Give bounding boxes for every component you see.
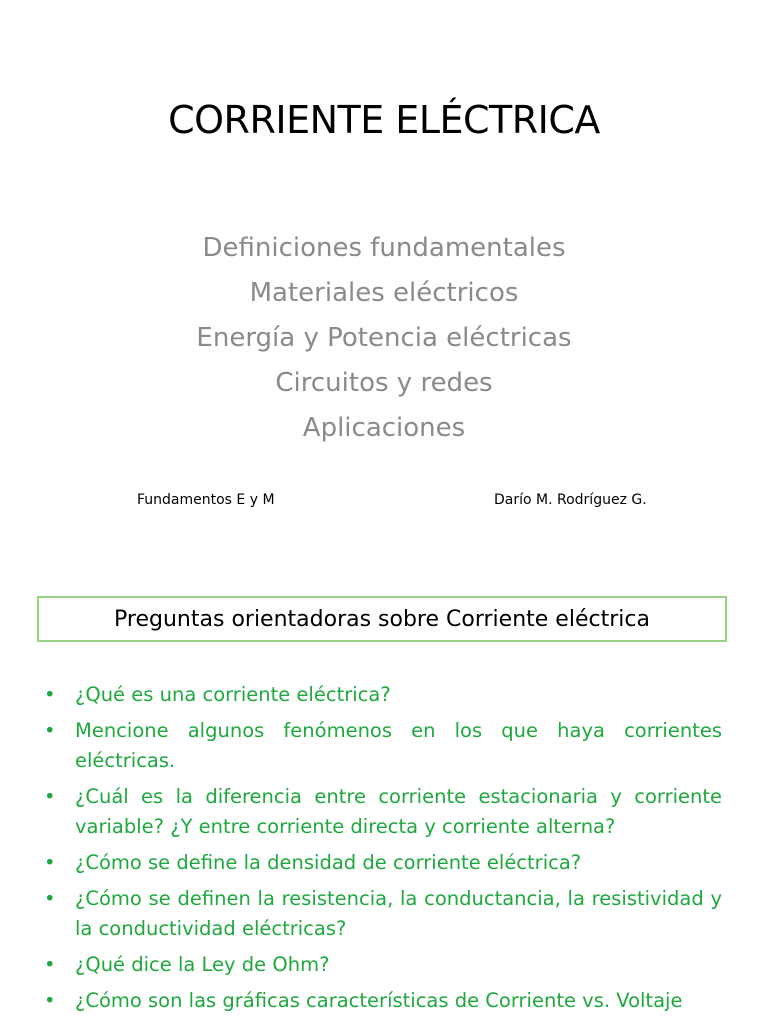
subtitle-line: Energía y Potencia eléctricas bbox=[196, 323, 572, 353]
list-item: • ¿Qué es una corriente eléctrica? bbox=[42, 680, 722, 710]
list-item: • ¿Qué dice la Ley de Ohm? bbox=[42, 950, 722, 980]
list-item: • ¿Cuál es la diferencia entre corriente estacionaria y corriente variable? ¿Y entre corriente directa y corriente alterna? bbox=[42, 782, 722, 842]
subtitle-line: Materiales eléctricos bbox=[249, 278, 519, 308]
footer-course: Fundamentos E y M bbox=[137, 492, 275, 508]
list-item: • ¿Cómo se define la densidad de corriente eléctrica? bbox=[42, 848, 722, 878]
slide-questions bbox=[0, 576, 768, 1024]
list-item: • Mencione algunos fenómenos en los que haya corrientes eléctricas. bbox=[42, 716, 722, 776]
subtitle-line: Circuitos y redes bbox=[275, 368, 493, 398]
questions-list bbox=[42, 680, 722, 1022]
subtitle-line: Definiciones fundamentales bbox=[202, 233, 566, 263]
questions-heading: Preguntas orientadoras sobre Corriente eléctrica bbox=[37, 596, 727, 642]
subtitle-list bbox=[0, 226, 768, 451]
footer-author: Darío M. Rodríguez G. bbox=[494, 492, 647, 508]
slide-title-heading: CORRIENTE ELÉCTRICA bbox=[168, 98, 600, 142]
list-item: • ¿Cómo son las gráficas características de Corriente vs. Voltaje bbox=[42, 986, 722, 1016]
list-item: • ¿Cómo se definen la resistencia, la conductancia, la resistividad y la conductividad eléctricas? bbox=[42, 884, 722, 944]
subtitle-line: Aplicaciones bbox=[302, 413, 466, 443]
